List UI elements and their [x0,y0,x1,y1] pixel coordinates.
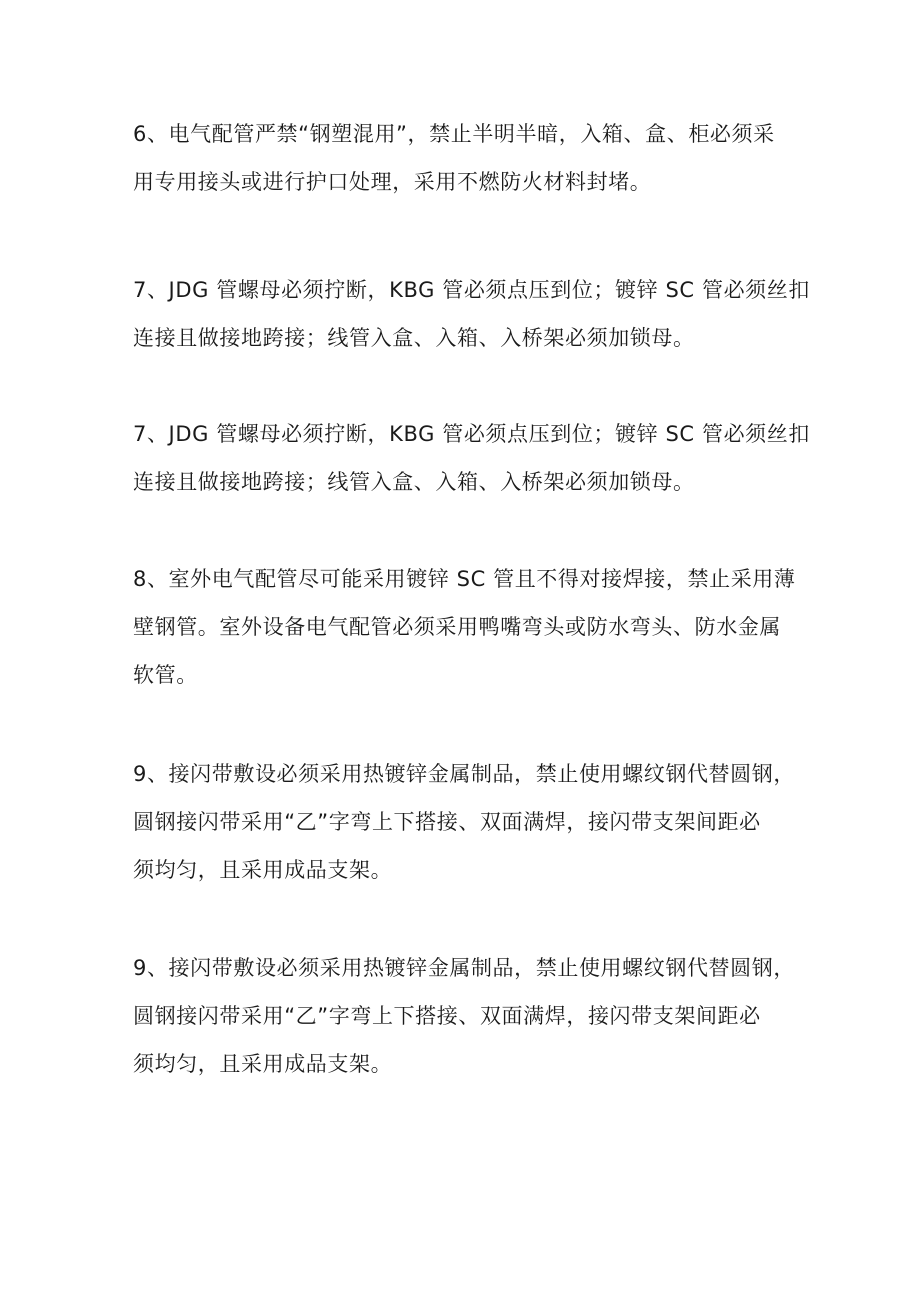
paragraph-item-8 [133,555,796,699]
text-line: 连接且做接地跨接；线管入盒、入箱、入桥架必须加锁母。 [133,470,695,494]
paragraph-item-7 [133,266,810,362]
text-line: 须均匀，且采用成品支架。 [133,858,393,882]
paragraph-item-7-duplicate [133,410,810,506]
text-line: 8、室外电气配管尽可能采用镀锌 SC 管且不得对接焊接，禁止采用薄 [133,567,796,591]
paragraph-item-9 [133,750,793,894]
text-line: 6、电气配管严禁“钢塑混用”，禁止半明半暗，入箱、盒、柜必须采 [133,122,775,146]
paragraph-item-6 [133,110,793,206]
text-line: 软管。 [133,663,198,687]
text-line: 壁钢管。室外设备电气配管必须采用鸭嘴弯头或防水弯头、防水金属 [133,615,781,639]
paragraph-item-9-duplicate [133,944,793,1088]
text-line: 用专用接头或进行护口处理，采用不燃防火材料封堵。 [133,170,652,194]
text-line: 圆钢接闪带采用“乙”字弯上下搭接、双面满焊，接闪带支架间距必 [133,1004,761,1028]
text-line: 连接且做接地跨接；线管入盒、入箱、入桥架必须加锁母。 [133,326,695,350]
text-line: 7、JDG 管螺母必须拧断，KBG 管必须点压到位；镀锌 SC 管必须丝扣 [133,278,810,302]
text-line: 9、接闪带敷设必须采用热镀锌金属制品，禁止使用螺纹钢代替圆钢， [133,956,795,980]
text-line: 9、接闪带敷设必须采用热镀锌金属制品，禁止使用螺纹钢代替圆钢， [133,762,795,786]
text-line: 7、JDG 管螺母必须拧断，KBG 管必须点压到位；镀锌 SC 管必须丝扣 [133,422,810,446]
text-line: 圆钢接闪带采用“乙”字弯上下搭接、双面满焊，接闪带支架间距必 [133,810,761,834]
text-line: 须均匀，且采用成品支架。 [133,1052,393,1076]
